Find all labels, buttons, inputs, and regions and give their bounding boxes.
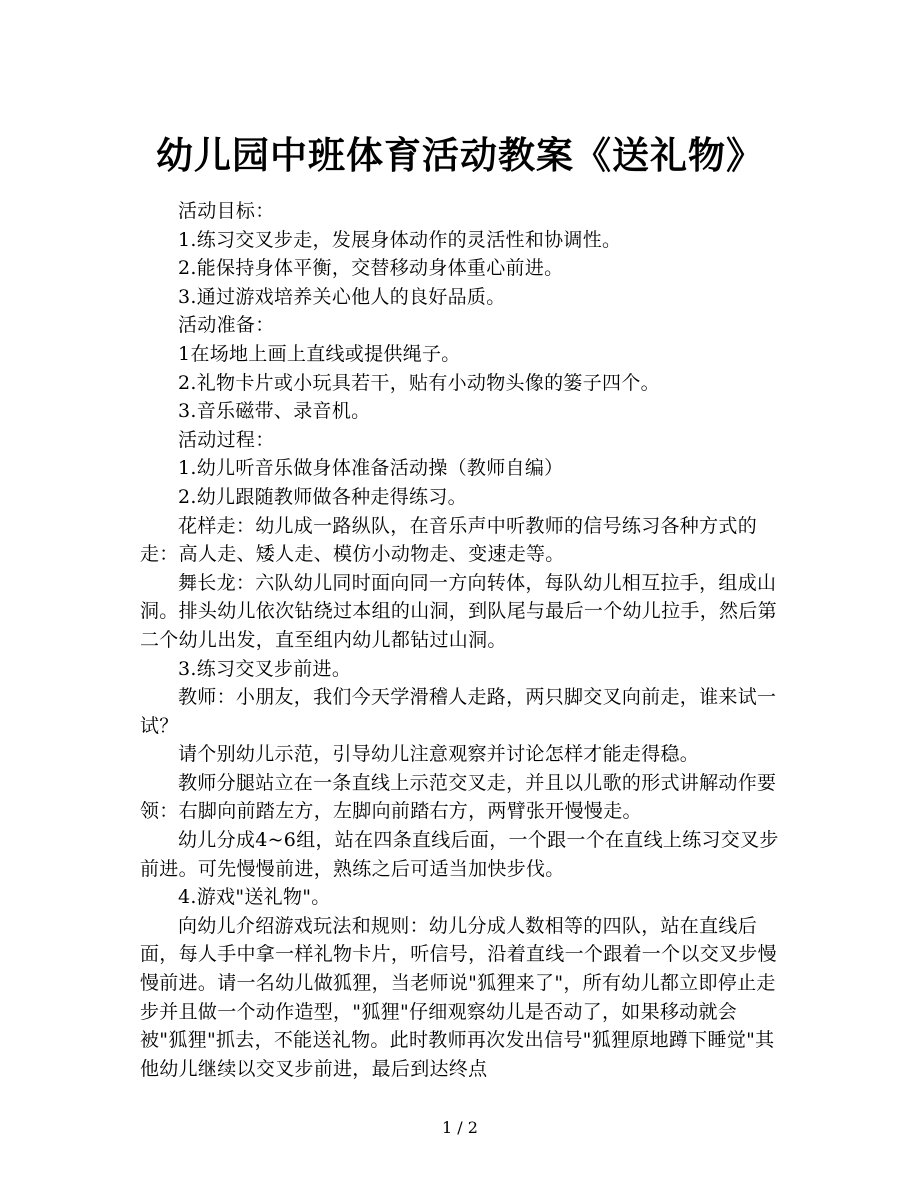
paragraph: 1.幼儿听音乐做身体准备活动操（教师自编） [178, 457, 564, 480]
page-number: 1 / 2 [442, 1118, 478, 1137]
paragraph: 向幼儿介绍游戏玩法和规则：幼儿分成人数相等的四队，站在直线后面，每人手中拿一样礼物卡片，听信号，沿着直线一个跟着一个以交叉步慢慢前进。请一名幼儿做狐狸，当老师说"狐狸来了"，所有幼儿都立即停止走步并且做一个动作造型，"狐狸"仔细观察幼儿是否动了，如果移动就会被"狐狸"抓去，不能送礼物。此时教师再次发出信号"狐狸原地蹲下睡觉"其他幼儿继续以交叉步前进，最后到达终点 [140, 914, 777, 1080]
paragraph: 3.通过游戏培养关心他人的良好品质。 [178, 285, 506, 308]
paragraph: 请个别幼儿示范，引导幼儿注意观察并讨论怎样才能走得稳。 [178, 743, 700, 766]
paragraph: 活动过程： [178, 428, 275, 451]
paragraph: 教师分腿站立在一条直线上示范交叉走，并且以儿歌的形式讲解动作要领：右脚向前踏左方，左脚向前踏右方，两臂张开慢慢走。 [140, 771, 777, 823]
paragraph: 1.练习交叉步走，发展身体动作的灵活性和协调性。 [178, 228, 622, 251]
paragraph: 教师：小朋友，我们今天学滑稽人走路，两只脚交叉向前走，谁来试一试？ [140, 686, 777, 737]
paragraph: 幼儿分成4~6组，站在四条直线后面，一个跟一个在直线上练习交叉步前进。可先慢慢前进，熟练之后可适当加快步伐。 [140, 829, 779, 880]
paragraph: 花样走：幼儿成一路纵队，在音乐声中听教师的信号练习各种方式的走：高人走、矮人走、模仿小动物走、变速走等。 [140, 514, 758, 566]
paragraph: 4.游戏"送礼物"。 [178, 886, 331, 909]
paragraph: 3.练习交叉步前进。 [178, 657, 352, 680]
paragraph: 活动目标： [178, 200, 275, 222]
paragraph: 活动准备： [178, 314, 275, 337]
paragraph: 2.礼物卡片或小玩具若干，贴有小动物头像的篓子四个。 [178, 371, 660, 394]
document-title: 幼儿园中班体育活动教案《送礼物》 [156, 132, 764, 177]
document-body [140, 197, 780, 1083]
paragraph: 2.能保持身体平衡，交替移动身体重心前进。 [178, 257, 564, 280]
paragraph: 3.音乐磁带、录音机。 [178, 400, 371, 423]
paragraph: 2.幼儿跟随教师做各种走得练习。 [178, 485, 467, 508]
paragraph: 舞长龙：六队幼儿同时面向同一方向转体，每队幼儿相互拉手，组成山洞。排头幼儿依次钻绕过本组的山洞，到队尾与最后一个幼儿拉手，然后第二个幼儿出发，直至组内幼儿都钻过山洞。 [140, 571, 777, 651]
paragraph: 1在场地上画上直线或提供绳子。 [178, 342, 461, 365]
